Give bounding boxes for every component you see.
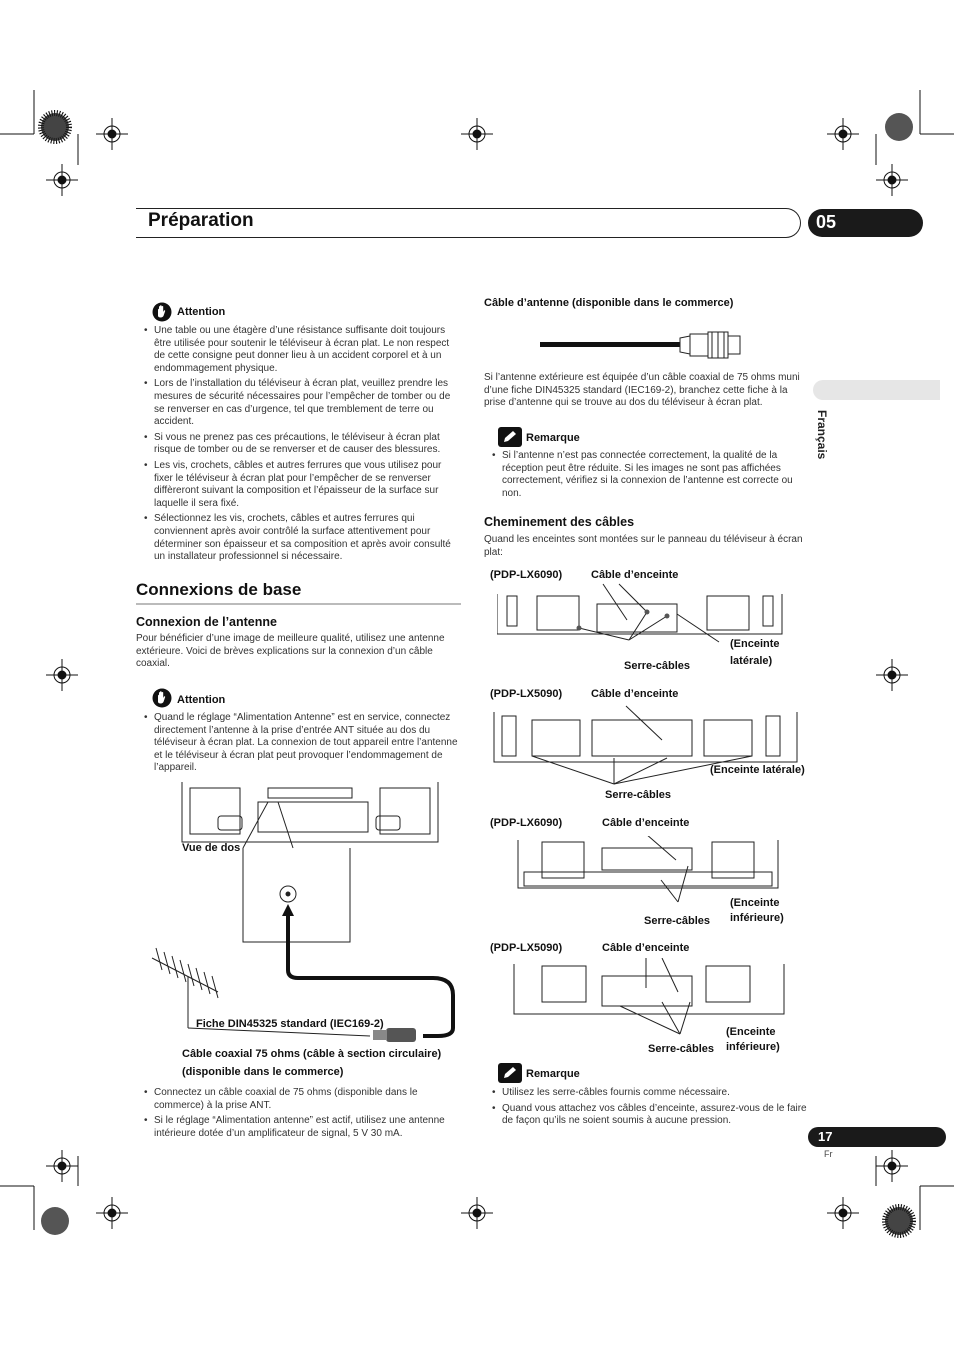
chapter-badge <box>808 209 923 237</box>
list-item: • Si vous ne prenez pas ces précautions, le téléviseur à écran plat risque de tomber ou de se renverser et de causer des blessures. <box>144 432 462 457</box>
figure-ties-label: Serre-câbles <box>605 789 672 801</box>
section-title: Connexions de base <box>136 580 302 599</box>
figure-tv-back-lx6090-bottom <box>516 836 786 906</box>
list-item: • Sélectionnez les vis, crochets, câbles et autres ferrures qui conviennent après avoir contrôlé la surface attentivement pour déterminer son épaisseur et sa composition et après avoir consulté un installateur professionnel si nécessaire. <box>144 513 462 563</box>
remarque-list <box>492 1087 808 1131</box>
page-number: 17 <box>818 1129 833 1144</box>
list-item: • Les vis, crochets, câbles et autres ferrures que vous utilisez pour fixer le téléviseur à écran plat pour l’empêcher de se renverser diffèreront suivant la composition et l’épaisseur de la surface sur laquelle il sera fixé. <box>144 460 462 510</box>
figure-placement-label: latérale) <box>730 655 773 667</box>
attention-hand-icon <box>152 302 172 327</box>
language-label: Français <box>815 410 829 460</box>
section-rule <box>136 603 461 605</box>
figure-ties-label: Serre-câbles <box>644 915 711 927</box>
figure-cable-label: Câble d’enceinte <box>602 942 690 954</box>
attention-title: Attention <box>177 306 226 318</box>
antenna-paragraph: Si l’antenne extérieure est équipée d’un câble coaxial de 75 ohms muni d’une fiche DIN45325 standard (IEC169-2), branchez cette fiche à la prise d’antenne qui se trouve au dos du téléviseur à écran plat. <box>484 372 800 409</box>
list-item: • Si l’antenne n’est pas connectée correctement, la qualité de la réception peut être réduite. Si les images ne sont pas affichées correctement, vérifiez si la connexion de l’antenne est correcte ou non. <box>492 450 808 500</box>
figure-placement-label: inférieure) <box>730 912 784 924</box>
remarque-title: Remarque <box>526 432 580 444</box>
figure-placement-label: (Enceinte <box>730 638 780 650</box>
page-number-badge <box>808 1127 946 1147</box>
list-item: • Une table ou une étagère d’une résistance suffisante doit toujours être utilisée pour soutenir le téléviseur à écran plat. Le non respect de cette consigne peut donner lieu à un accident corporel et à un endommagement physique. <box>144 325 462 375</box>
subsection-title: Connexion de l’antenne <box>136 615 277 629</box>
language-tab <box>813 380 940 400</box>
figure-placement-label: (Enceinte latérale) <box>710 764 805 776</box>
figure-cable-label: Câble d’enceinte <box>602 817 690 829</box>
antenna-connection-diagram <box>148 780 468 1050</box>
antenna-cable-illustration <box>540 328 760 362</box>
remarque-pencil-icon <box>498 427 522 452</box>
section-header-title: Préparation <box>148 210 254 231</box>
plug-label: Fiche DIN45325 standard (IEC169-2) <box>196 1018 384 1030</box>
intro-paragraph: Pour bénéficier d’une image de meilleure qualité, utilisez une antenne extérieure. Voici de brèves explications sur la connexion d’un câble coaxial. <box>136 633 445 670</box>
page-language-code: Fr <box>824 1149 833 1159</box>
back-view-label: Vue de dos <box>182 842 241 854</box>
attention-list <box>144 325 462 567</box>
figure-cable-label: Câble d’enceinte <box>591 688 679 700</box>
list-item: • Utilisez les serre-câbles fournis comme nécessaire. <box>492 1087 808 1100</box>
cable-label-line1: Câble coaxial 75 ohms (câble à section circulaire) <box>182 1048 442 1060</box>
list-item: • Si le réglage “Alimentation antenne” est actif, utilisez une antenne intérieure dotée d’un amplificateur de signal, 5 V 30 mA. <box>144 1115 466 1140</box>
figure-model-label: (PDP-LX5090) <box>490 688 563 700</box>
figure-ties-label: Serre-câbles <box>648 1043 715 1055</box>
attention-title: Attention <box>177 694 226 706</box>
figure-cable-label: Câble d’enceinte <box>591 569 679 581</box>
figure-ties-label: Serre-câbles <box>624 660 691 672</box>
antenna-notes-list <box>144 1087 466 1143</box>
attention-hand-icon <box>152 688 172 713</box>
attention-list <box>144 712 462 778</box>
routing-intro: Quand les enceintes sont montées sur le panneau du téléviseur à écran plat: <box>484 534 803 558</box>
list-item: • Quand vous attachez vos câbles d’enceinte, assurez-vous de le faire de façon qu’ils ne soient soumis à aucune pression. <box>492 1103 808 1128</box>
remarque-pencil-icon <box>498 1063 522 1088</box>
list-item: • Connectez un câble coaxial de 75 ohms (disponible dans le commerce) à la prise ANT. <box>144 1087 466 1112</box>
remarque-title: Remarque <box>526 1068 580 1080</box>
figure-model-label: (PDP-LX6090) <box>490 569 563 581</box>
figure-placement-label: inférieure) <box>726 1041 780 1053</box>
chapter-number: 05 <box>816 212 837 232</box>
remarque-list <box>492 450 808 503</box>
list-item: • Lors de l’installation du téléviseur à écran plat, veuillez prendre les mesures de sécurité nécessaires pour l’empêcher de tomber ou de se renverser en cas d’urgence, tel que tremblement de terre ou accident. <box>144 378 462 428</box>
figure-model-label: (PDP-LX6090) <box>490 817 563 829</box>
cable-label-line2: (disponible dans le commerce) <box>182 1066 344 1078</box>
figure-placement-label: (Enceinte <box>730 897 780 909</box>
figure-tv-back-lx5090-side <box>492 700 802 790</box>
figure-placement-label: (Enceinte <box>726 1026 776 1038</box>
routing-title: Cheminement des câbles <box>484 515 635 529</box>
figure-model-label: (PDP-LX5090) <box>490 942 563 954</box>
list-item: • Quand le réglage “Alimentation Antenne” est en service, connectez directement l’antenne à la prise d’entrée ANT située au dos du téléviseur à écran plat. La connexion de tout appareil entre l’antenne et le téléviseur à écran plat peut provoquer l’endommagement de l’appareil. <box>144 712 462 775</box>
antenna-cable-title: Câble d’antenne (disponible dans le commerce) <box>484 297 734 309</box>
